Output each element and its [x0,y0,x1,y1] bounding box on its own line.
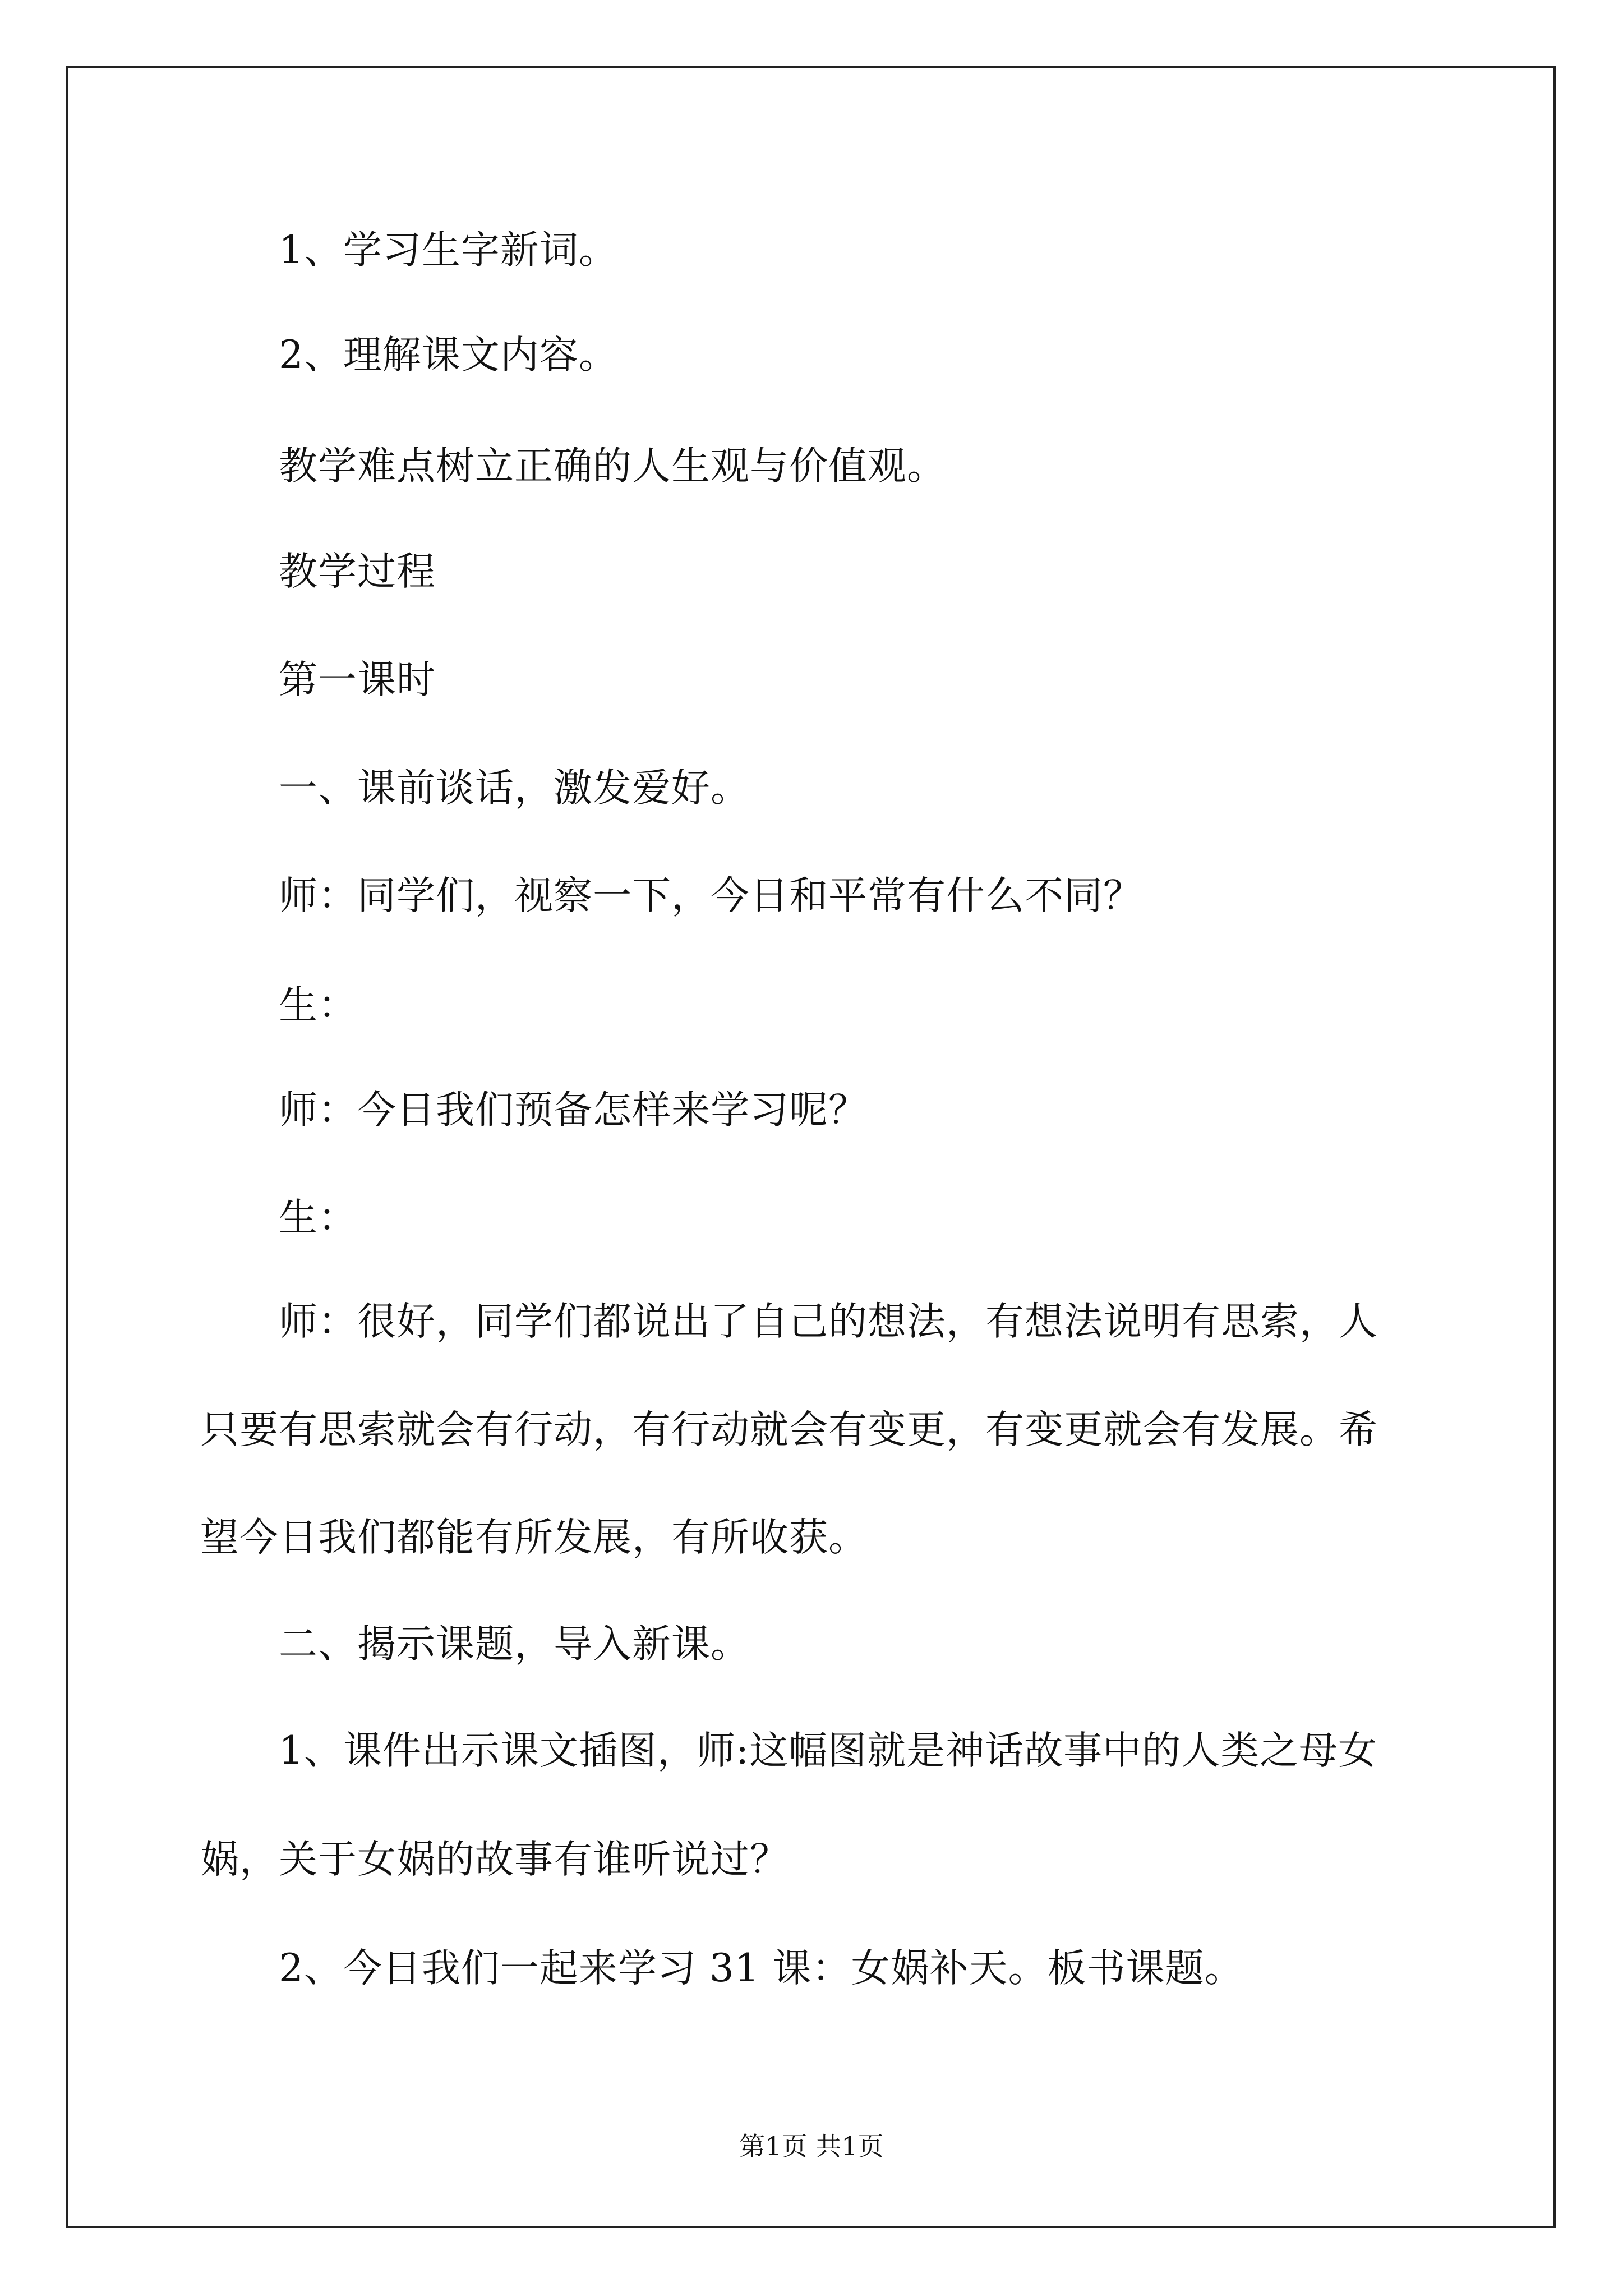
text-line: 2、理解课文内容。 [279,333,618,378]
text-line: 望今日我们都能有所发展，有所收获。 [200,1515,868,1560]
text-line: 师：很好，同学们都说出了自己的想法，有想法说明有思索，人 [279,1299,1378,1344]
text-line: 只要有思索就会有行动，有行动就会有变更，有变更就会有发展。希 [200,1407,1378,1452]
text-line: 教学难点树立正确的人生观与价值观。 [279,444,946,489]
text-line: 1、学习生字新词。 [279,228,618,273]
text-line: 二、揭示课题，导入新课。 [279,1622,750,1667]
text-line: 师：今日我们预备怎样来学习呢？ [279,1088,868,1133]
text-line: 2、今日我们一起来学习 31 课：女娲补天。板书课题。 [279,1946,1244,1991]
text-line: 第一课时 [279,657,436,702]
text-line: 娲，关于女娲的故事有谁听说过？ [200,1837,789,1882]
page-footer: 第1页 共1页 [739,2131,884,2161]
text-line: 生： [279,1195,357,1240]
page-border [66,66,1556,2228]
text-line: 教学过程 [279,549,436,594]
text-line: 一、课前谈话，激发爱好。 [279,766,750,811]
text-line: 生： [279,983,357,1028]
text-line: 1、课件出示课文插图，师:这幅图就是神话故事中的人类之母女 [279,1728,1378,1773]
text-line: 师：同学们，视察一下，今日和平常有什么不同？ [279,873,1142,918]
